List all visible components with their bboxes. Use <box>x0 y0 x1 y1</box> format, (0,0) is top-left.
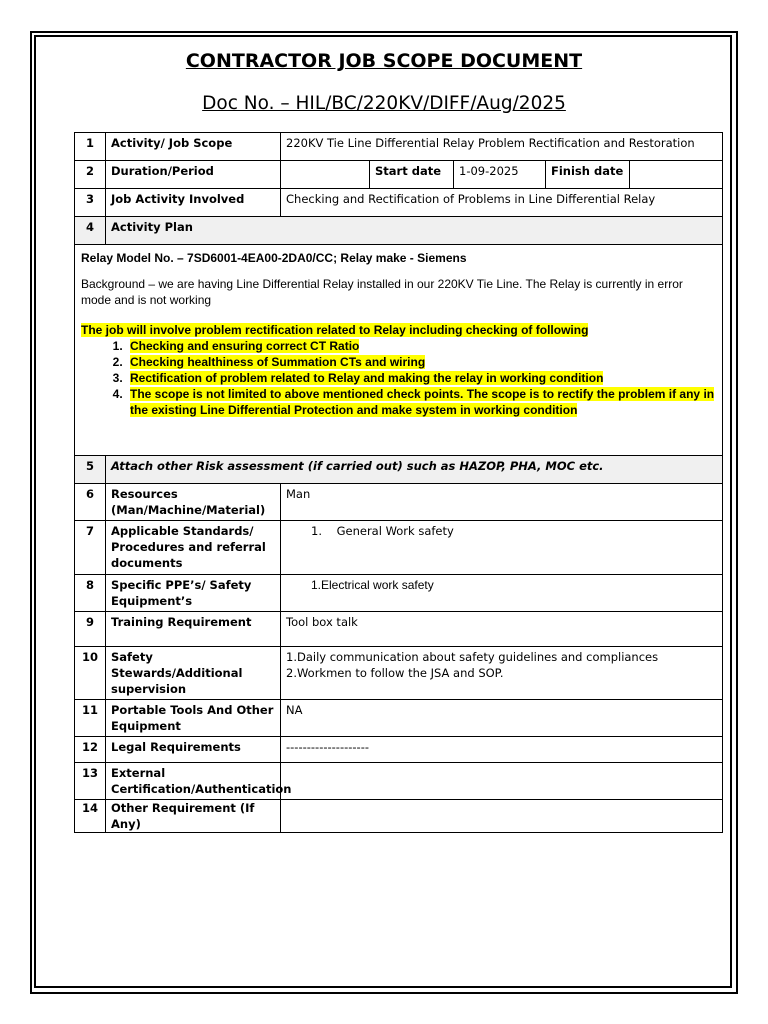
row-label: Job Activity Involved <box>106 189 281 217</box>
row-number: 13 <box>75 763 106 800</box>
row-label: Other Requirement (If Any) <box>106 800 281 833</box>
table-row <box>75 800 723 833</box>
start-date-value: 1-09-2025 <box>454 161 546 189</box>
table-row <box>75 700 723 737</box>
row-number: 7 <box>75 521 106 575</box>
row-label: Activity Plan <box>106 217 723 245</box>
table-row <box>75 737 723 763</box>
duration-value <box>281 161 370 189</box>
list-item <box>126 386 716 418</box>
row-label: External Certification/Authentication <box>106 763 281 800</box>
list-item <box>126 370 716 386</box>
row-value <box>281 763 723 800</box>
table-row <box>75 456 723 484</box>
row-number: 3 <box>75 189 106 217</box>
row-label: Applicable Standards/ Procedures and referral documents <box>106 521 281 575</box>
row-label: Attach other Risk assessment (if carried out) such as HAZOP, PHA, MOC etc. <box>106 456 723 484</box>
start-date-label: Start date <box>370 161 454 189</box>
row-value: 1.Electrical work safety <box>281 575 723 612</box>
row-value <box>281 647 723 700</box>
relay-model: Relay Model No. – 7SD6001-4EA00-2DA0/CC; Relay make - Siemens <box>81 251 467 265</box>
row-value: Man <box>281 484 723 521</box>
row-value: 1. General Work safety <box>281 521 723 575</box>
row-label: Specific PPE’s/ Safety Equipment’s <box>106 575 281 612</box>
activity-plan-row <box>75 245 723 456</box>
row-label: Safety Stewards/Additional supervision <box>106 647 281 700</box>
table-row <box>75 484 723 521</box>
plan-list <box>81 338 716 418</box>
row-number: 9 <box>75 612 106 647</box>
row-number: 5 <box>75 456 106 484</box>
safety-line-1: 1.Daily communication about safety guidelines and compliances <box>286 650 659 664</box>
list-item <box>126 354 716 370</box>
table-row <box>75 612 723 647</box>
document-title: CONTRACTOR JOB SCOPE DOCUMENT <box>185 50 583 72</box>
row-label: Activity/ Job Scope <box>106 133 281 161</box>
row-label: Legal Requirements <box>106 737 281 763</box>
row-number: 12 <box>75 737 106 763</box>
row-value: NA <box>281 700 723 737</box>
row-label: Training Requirement <box>106 612 281 647</box>
row-number: 8 <box>75 575 106 612</box>
table-row <box>75 575 723 612</box>
row-number: 4 <box>75 217 106 245</box>
activity-plan-content <box>75 245 723 456</box>
row-value: 220KV Tie Line Differential Relay Problem Rectification and Restoration <box>281 133 723 161</box>
table-row <box>75 161 723 189</box>
job-scope-table <box>74 132 723 833</box>
row-number: 1 <box>75 133 106 161</box>
table-row <box>75 217 723 245</box>
finish-date-value <box>630 161 723 189</box>
plan-background: Background – we are having Line Differential Relay installed in our 220KV Tie Line. The Relay is currently in error mode and is not working <box>81 277 683 307</box>
list-item <box>126 338 716 354</box>
row-value <box>281 800 723 833</box>
row-label: Resources (Man/Machine/Material) <box>106 484 281 521</box>
list-item-text: The scope is not limited to above mentioned check points. The scope is to rectify the problem if any in the existing Line Differential Protection and make system in working condition <box>130 387 715 417</box>
table-row <box>75 133 723 161</box>
table-row <box>75 521 723 575</box>
row-value: Checking and Rectification of Problems in Line Differential Relay <box>281 189 723 217</box>
list-item-text: Checking healthiness of Summation CTs and wiring <box>130 355 426 369</box>
table-row <box>75 647 723 700</box>
plan-intro: The job will involve problem rectification related to Relay including checking of following <box>81 323 589 337</box>
row-value: -------------------- <box>281 737 723 763</box>
row-label: Portable Tools And Other Equipment <box>106 700 281 737</box>
list-item-text: Checking and ensuring correct CT Ratio <box>130 339 360 353</box>
document-number: Doc No. – HIL/BC/220KV/DIFF/Aug/2025 <box>202 93 566 114</box>
safety-line-2: 2.Workmen to follow the JSA and SOP. <box>286 666 504 680</box>
finish-date-label: Finish date <box>546 161 630 189</box>
row-value: Tool box talk <box>281 612 723 647</box>
row-number: 6 <box>75 484 106 521</box>
row-number: 14 <box>75 800 106 833</box>
row-number: 2 <box>75 161 106 189</box>
table-row <box>75 763 723 800</box>
table-row <box>75 189 723 217</box>
list-item-text: Rectification of problem related to Relay and making the relay in working condition <box>130 371 604 385</box>
row-number: 11 <box>75 700 106 737</box>
row-label: Duration/Period <box>106 161 281 189</box>
plan-intro-wrap <box>81 322 716 338</box>
row-number: 10 <box>75 647 106 700</box>
